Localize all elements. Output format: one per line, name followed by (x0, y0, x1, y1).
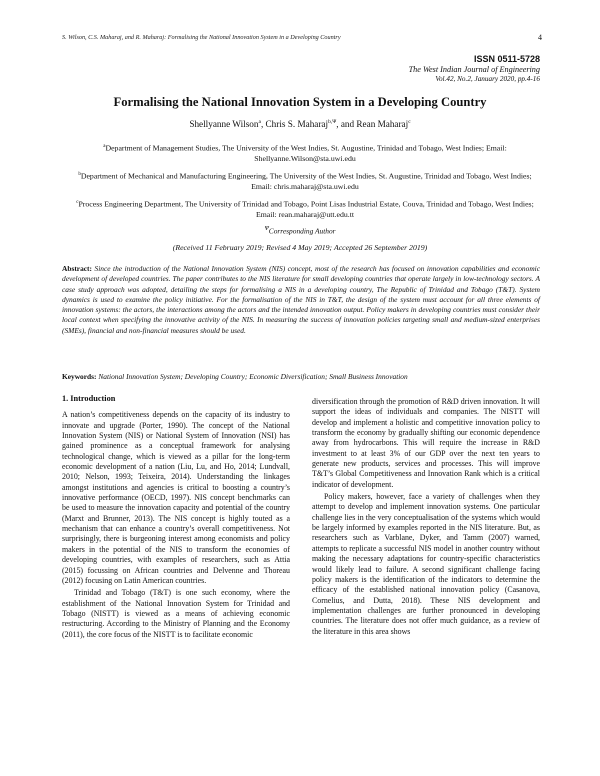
column-right (312, 397, 540, 639)
abstract-label: Abstract: (62, 264, 92, 273)
author-mark: c (408, 119, 411, 125)
author-name: Shellyanne Wilson (189, 119, 259, 130)
paper-title: Formalising the National Innovation System in a Developing Country (113, 95, 487, 109)
journal-name: The West Indian Journal of Engineering (408, 65, 540, 74)
journal-info (409, 54, 540, 83)
author-list: Shellyanne Wilson$^a$, Chris S. Maharaj$^{b,\Psi}$, and Rean Maharaj$^c$ (189, 119, 411, 130)
paragraph: A nation’s competitiveness depends on the capacity of its industry to innovate and upgrade (Porter, 1990). The concept of the National Innovation System (NIS) or National System of Innovation (NSI) has gained prominence as a conceptual framework for analysing technological change, which is viewed as a pillar for the long-term economic development of a nation (Liu, Lu, and Ho, 2014; Lundvall, 2010; Nelson, 1993; Teixeira, 2014). Understanding the linkages amongst institutions and agencies is critical to boosting a country’s innovative performance (OECD, 1997). NIS concept benchmarks can be used to measure the innovation capacity and potential of the country (Marxt and Brunner, 2013). The NIS concept is highly touted as a mechanism that can enhance a country’s overall competitiveness. Not surprisingly, there is burgeoning interest among economists and policy makers in the potential of the NIS to transform the economies of developing countries, with examples of researchers, such as Attia (2015) focussing on African countries and Delvenne and Thoreau (2012) focusing on Latin American countries. (62, 410, 290, 585)
keywords-text: National Innovation System; Developing Country; Economic Diversification; Small Business Innovation (98, 372, 408, 381)
author-mark: a (258, 119, 261, 125)
affiliation-c: $^c$Process Engineering Department, The University of Trinidad and Tobago, Point Lisas Industrial Estate, Couva, Trinidad and Tobago, West Indies; Email: rean.maharaj@utt.edu.tt (76, 199, 534, 220)
paragraph: Trinidad and Tobago (T&T) is one such economy, where the establishment of the National Innovation System for Trinidad and Tobago (NISTT) is viewed as a means of achieving economic restructuring. According to the Ministry of Planning and the Economy (2011), the core focus of the NISTT is to facilitate economic (62, 588, 290, 639)
paragraph: diversification through the promotion of R&D driven innovation. It will support the ideas of individuals and companies. The NISTT will develop and implement a holistic and competitive innovation policy to transform the economy by gradually shifting our economic dependence away from hydrocarbons. This will require the increase in R&D investment to at least 3% of our GDP over the next ten years to generate new products, services and processes. This will improve T&T’s Global Competitiveness and Innovation Rank which is a critical indicator of development. (312, 397, 540, 489)
keywords (62, 372, 540, 381)
author-name: Chris S. Maharaj (265, 119, 329, 130)
paragraph: Policy makers, however, face a variety of challenges when they attempt to develop and implement innovation systems. One particular challenge lies in the very conceptualisation of the systems which would be largely informed by examples reported in the NIS literature. But, as researchers such as Varblane, Dyker, and Tamm (2007) warned, attempts to replicate a successful NIS model in another country without making the necessary adaptations for country-specific characteristics would likely lead to failure. A second significant challenge facing policy makers is the identification of the indicators to determine the efficacy of the established national innovation policy (Casanova, Cornelius, and Dutta, 2018). These NIS development and implementation challenges are further pronounced in developing countries. The literature does not offer much guidance, as a review of the literature in this area shows (312, 492, 540, 636)
page-number: 4 (538, 33, 542, 42)
section-heading: 1. Introduction (62, 394, 116, 403)
running-head: S. Wilson, C.S. Maharaj, and R. Maharaj: Formalising the National Innovation System in a Developing Country (62, 34, 341, 41)
corresponding-author-note: $^\Psi$Corresponding Author (264, 226, 336, 236)
author-mark: b,Ψ (328, 119, 337, 125)
issn: ISSN 0511-5728 (473, 54, 540, 64)
author-name: Rean Maharaj (356, 119, 409, 130)
column-left (62, 394, 290, 642)
journal-volume: Vol.42, No.2, January 2020, pp.4-16 (435, 75, 540, 83)
abstract (62, 264, 540, 336)
keywords-label: Keywords: (62, 372, 97, 381)
abstract-text: Since the introduction of the National Innovation System (NIS) concept, most of the research has focused on innovation capabilities and economic development of developed countries. The paper contributes to the NIS literature for small developing countries that operate largely in low-technology sectors. A case study approach was adopted, detailing the steps for formalising a NIS in a developing country, The Republic of Trinidad and Tobago (T&T). System dynamics is used to examine the policy initiative. For the formalisation of the NIS in T&T, the design of the system must account for all three elements of innovation systems: the actors, the interactions among the actors and the intended innovation output. Policy makers in developing countries must consider their local context when specifying the innovative activity of the NIS. In measuring the success of innovation policies targeting small and medium-sized enterprises (SMEs), financial and non-financial measures should be used. (62, 264, 540, 335)
affiliation-a: $^a$Department of Management Studies, The University of the West Indies, St. Augustine, Trinidad and Tobago, West Indies; Email: Shellyanne.Wilson@sta.uwi.edu (103, 143, 507, 164)
affiliation-b: $^b$Department of Mechanical and Manufacturing Engineering, The University of the West Indies, St. Augustine, Trinidad and Tobago, West Indies; Email: chris.maharaj@sta.uwi.edu (78, 171, 532, 192)
received-dates: (Received 11 February 2019; Revised 4 May 2019; Accepted 26 September 2019) (172, 243, 428, 252)
